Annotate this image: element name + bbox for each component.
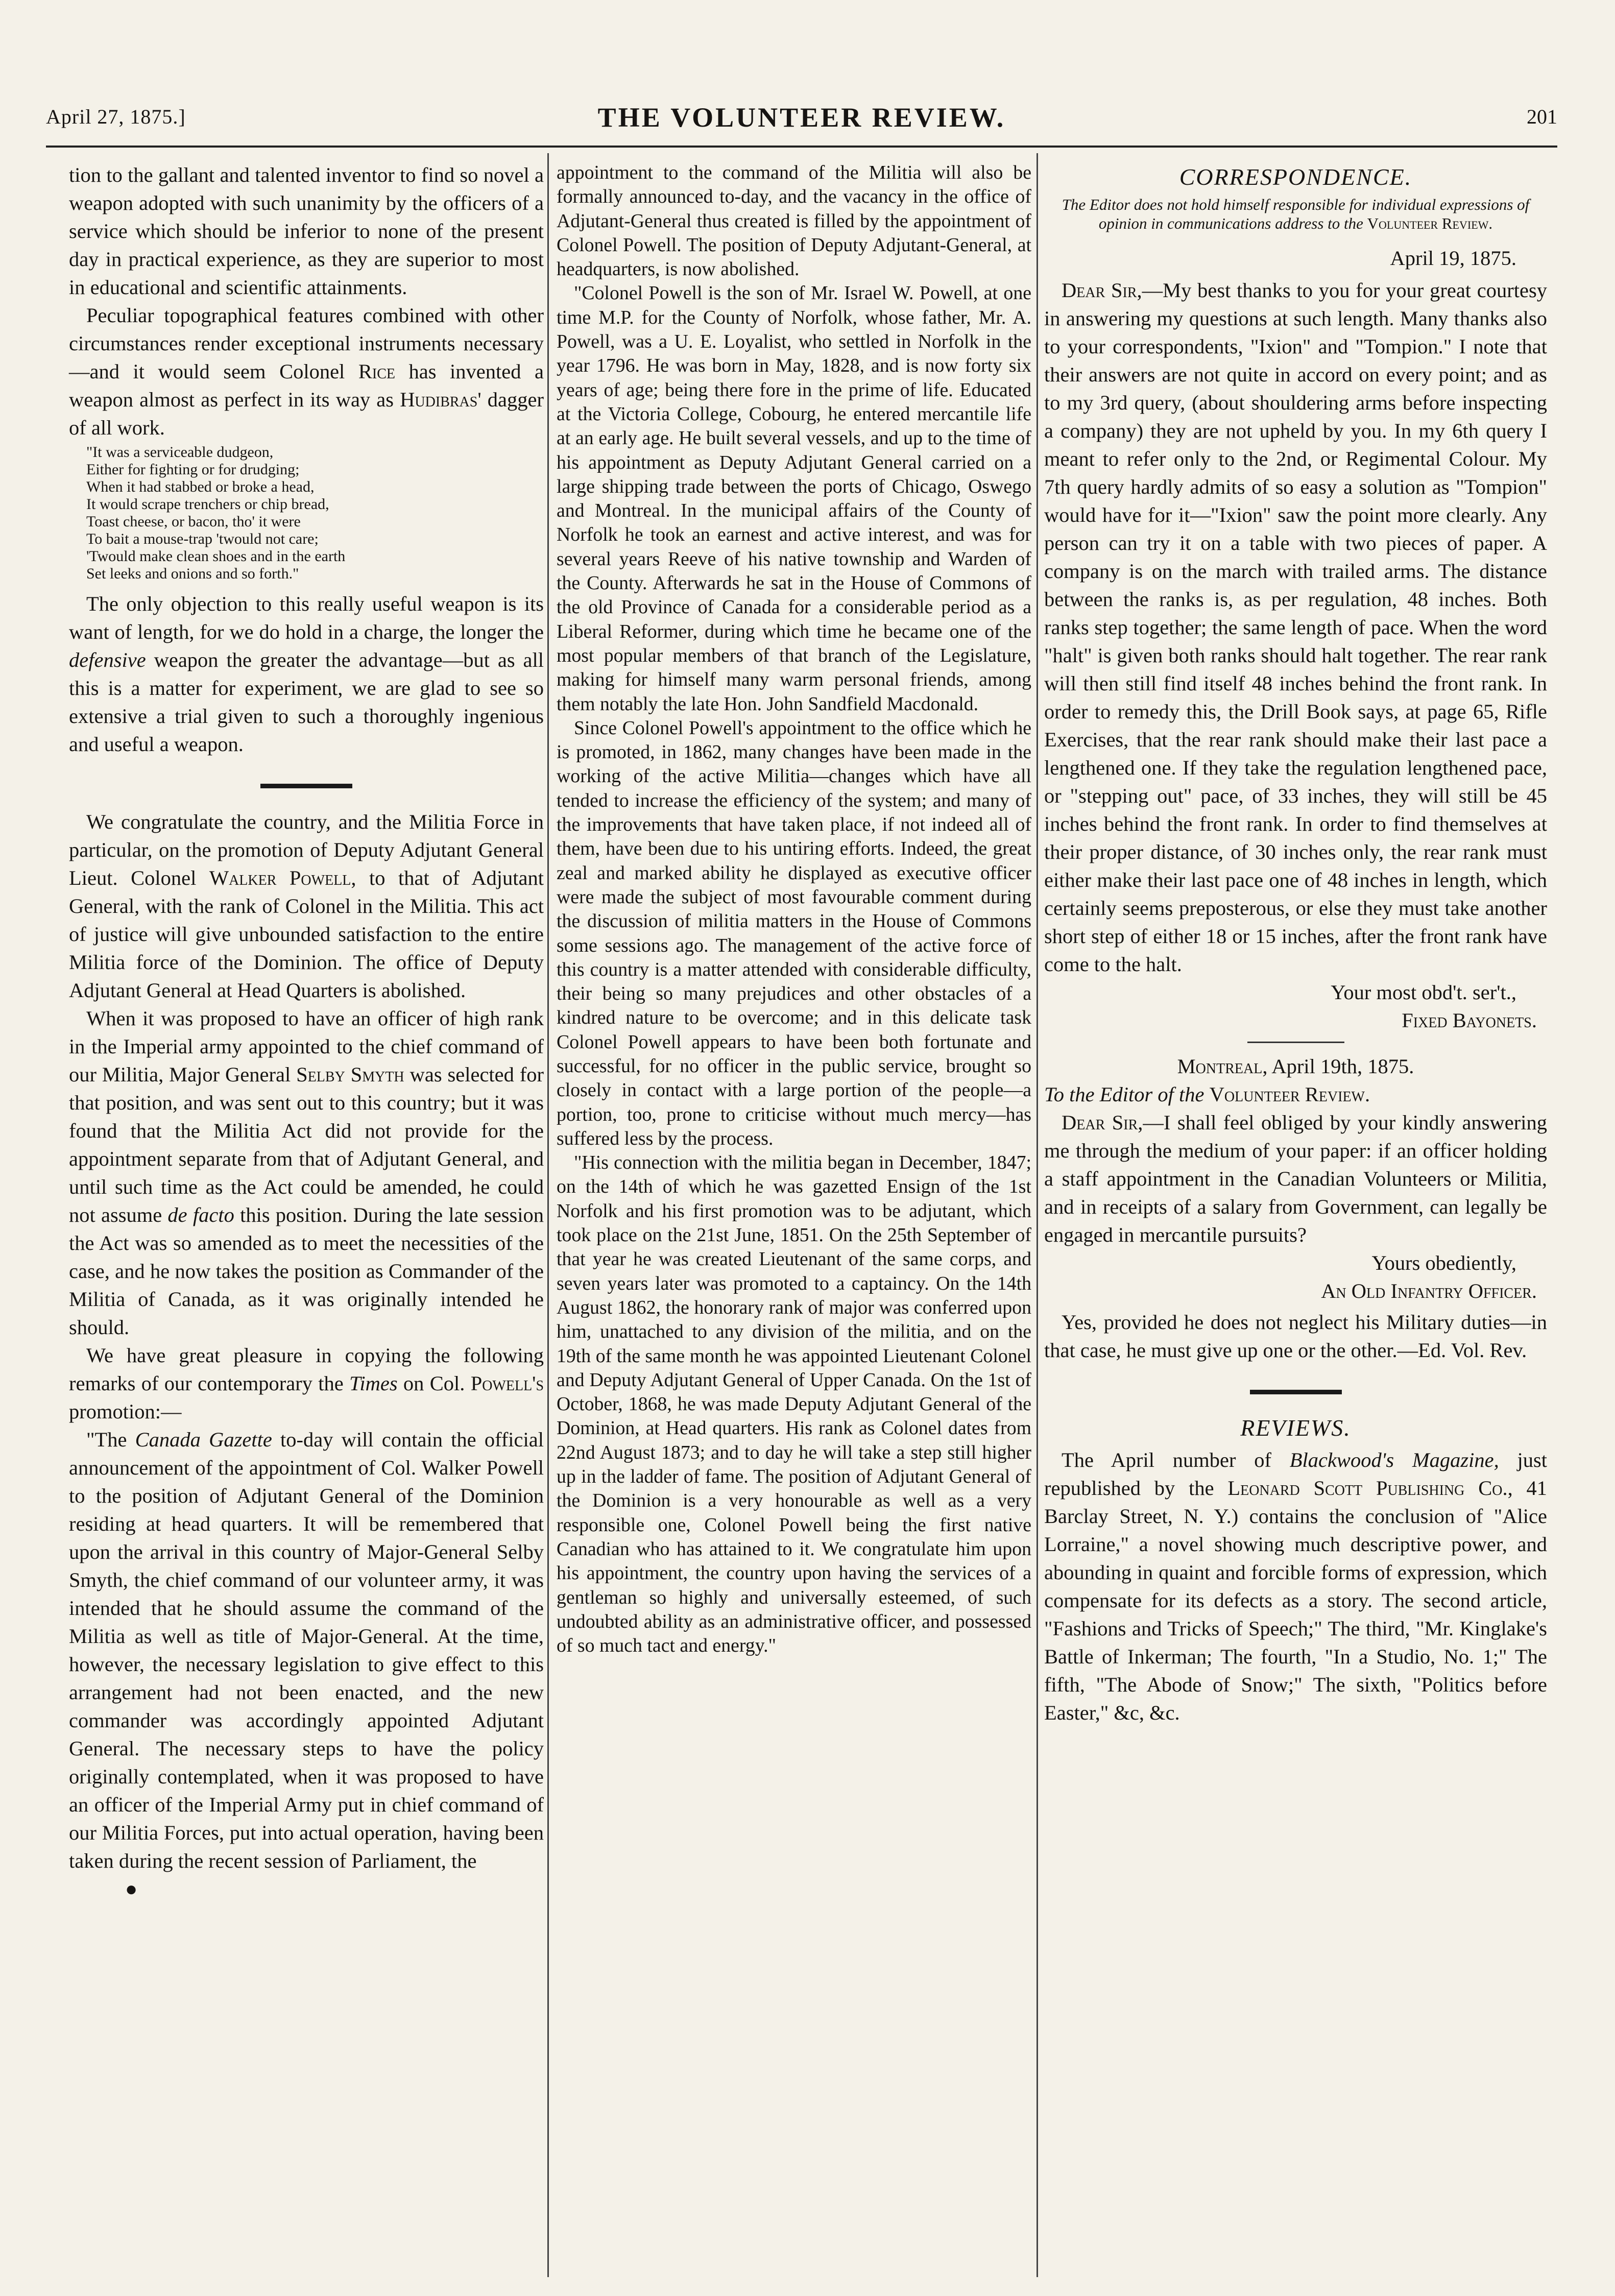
letter-closing: Yours obediently, (1371, 1251, 1516, 1274)
text-run: 41 Barclay Street, N. Y.) contains the conclusion of "Alice Lorraine," a novel showing much descriptive power, and abounding in quaint and forcible forms of expression, which compensate for its defects as a story. The second article, "Fashions and Tricks of Speech;" The third, "Mr. Kinglake's Battle of Inkerman; The fourth, "In a Studio, No. 1;" The fifth, "The Abode of Snow;" The sixth, "Politics before Easter," &c, &c. (1044, 1477, 1548, 1724)
text-run: promotion:— (69, 1400, 182, 1423)
paragraph (69, 301, 544, 442)
poem-line: 'Twould make clean shoes and in the earth (86, 548, 346, 565)
publication-name: Volunteer Review. (1209, 1083, 1370, 1106)
letter-closing: Your most obd't. ser't., (1331, 981, 1516, 1004)
person-name: Walker Powell (209, 866, 351, 889)
place-name: Montreal, (1177, 1055, 1268, 1078)
column-divider (1037, 153, 1038, 2277)
text-run: We congratulate the country, and the Militia Force in particular, on the promotion of Deputy Adjutant General Lieut. Colonel (69, 810, 544, 889)
paragraph: "His connection with the militia began in December, 1847; on the 14th of which he was gazetted Ensign of the 1st Norfolk and his first promotion was to be adjutant, which took place on the 21st June, 1851. On the 25th September of that year he was created Lieutenant of the same corps, and seven years later was promoted to a captaincy. On the 14th August 1862, the honorary rank of major was conferred upon him, unattached to any division of the militia, and on the 19th of the same month he was appointed Lieutenant Colonel and Deputy Adjutant General of Upper Canada. On the 1st of October, 1868, he was made Deputy Adjutant General of the Dominion, at Head quarters. His rank as Colonel dates from 22nd August 1873; and to day he will take a step still higher up in the ladder of fame. The position of Adjutant General of the Dominion is a very honourable as well as a very responsible one, Colonel Powell being the first native Canadian who has attained to it. We congratulate him upon his appointment, the country upon having the services of a gentleman so highly and universally esteemed, of such undoubted ability as an administrative officer, and possessed of so much tact and energy." (557, 1152, 1031, 1657)
text-run: The April number of (1062, 1448, 1271, 1471)
person-name: Rice (358, 360, 395, 383)
section-separator (69, 767, 544, 795)
column-3 (1044, 161, 1547, 1727)
letter-body (1044, 276, 1547, 978)
text-run: dagger of all work. (69, 388, 544, 439)
text-run: this position. During the late session the Act was so amended as to meet the necessities of the case, and he now takes the position as Commander of the Militia of Canada, as it was originally intended he should. (69, 1203, 544, 1339)
letter-address (1044, 1080, 1547, 1108)
text-run: "The (86, 1428, 127, 1451)
column-1 (69, 161, 544, 1903)
column-divider (547, 153, 549, 2277)
editor-reply: Yes, provided he does not neglect his Military duties—in that case, he must give up one or the other.—Ed. Vol. Rev. (1044, 1311, 1547, 1362)
text-run: , to that of Adjutant General, with the rank of Colonel in the Militia. This act of justice will give unbounded satisfaction to the entire Militia force of the Dominion. The office of Deputy Adjutant General at Head Quarters is abolished. (69, 866, 544, 1002)
letter-signature: Fixed Bayonets. (1402, 1009, 1537, 1032)
header-rule (46, 146, 1557, 148)
column-2 (557, 161, 1031, 1658)
poem-line: "It was a serviceable dudgeon, (86, 444, 274, 461)
issue-date: April 27, 1875.] (46, 105, 186, 128)
paragraph (69, 1004, 544, 1341)
page-header (46, 102, 1557, 140)
text-run: on Col. (403, 1372, 465, 1395)
page-number: 201 (1527, 105, 1557, 128)
poem-line: To bait a mouse-trap 'twould not care; (86, 530, 319, 547)
text-run: —I shall feel obliged by your kindly answering me through the medium of your paper: if an officer holding a staff appointment in the Canadian Volunteers or Militia, and in receipts of a salary from Government, can legally be engaged in mercantile pursuits? (1044, 1111, 1547, 1246)
poem-line: It would scrape trenchers or chip bread, (86, 496, 329, 513)
letter-date: April 19, 1875. (1390, 247, 1516, 270)
letter-body (1044, 1108, 1547, 1249)
salutation: Dear Sir, (1062, 1111, 1143, 1134)
text-run: Peculiar topographical features combined with other circumstances render exceptional instruments necessary—and it would seem Colonel (69, 304, 544, 383)
text-run: —My best thanks to you for your great courtesy in answering my questions at such length. Many thanks also to your correspondents, "Ixion" and "Tompion." I note that their answers are not quite in accord on every point; and as to my 3rd query, (about shouldering arms before inspecting a company) they are not upheld by you. In my 6th query I meant to refer only to the 2nd, or Regimental Colour. My 7th query hardly admits of so easy a solution as "Tompion" would have for it—"Ixion" saw the point more clearly. Any person can try it on a table with two pieces of paper. A company is on the march with trailed arms. The distance between the ranks is, as per regulation, 48 inches. Both ranks step together; the same length of pace. When the word "halt" is given both ranks should halt together. The rear rank will then still find itself 48 inches behind the front rank. In order to remedy this, the Drill Book says, at page 65, Rifle Exercises, that the rear rank should make their last pace a lengthened one. If they take the regulation lengthened pace, or "stepping out" pace, of 33 inches, they will still be 45 inches behind the front rank. In order to find themselves at their proper distance, of 30 inches only, the rear rank must either make their last pace one of 48 inches in length, which certainly seems preposterous, or else they must take another short step of either 18 or 15 inches, after the front rank have come to the halt. (1044, 279, 1547, 976)
poem-line: Either for fighting or for drudging; (86, 461, 300, 478)
publication-title: THE VOLUNTEER REVIEW. (597, 102, 1006, 133)
person-name: Selby Smyth (296, 1063, 404, 1086)
emphasis: Times (349, 1372, 398, 1395)
editor-disclaimer (1059, 195, 1532, 233)
salutation: Dear Sir, (1062, 279, 1142, 302)
text-run: weapon the greater the advantage—but as all this is a matter for experiment, we are glad to see so extensive a trial given to such a thoroughly ingenious and useful a weapon. (69, 648, 544, 756)
paragraph (69, 1341, 544, 1425)
poem-line: Toast cheese, or bacon, tho' it were (86, 513, 301, 530)
person-name: Hudibras' (400, 388, 481, 411)
divider (1247, 1042, 1344, 1043)
review-paragraph (1044, 1446, 1547, 1727)
text-run: When it was proposed to have an officer of high rank in the Imperial army appointed to the chief command of our Militia, Major General (69, 1007, 544, 1086)
text-run: to-day will contain the official announcement of the appointment of Col. Walker Powell to the position of Adjutant General of the Dominion residing at head quarters. It will be remembered that upon the arrival in this country of Major-General Selby Smyth, the chief command of our volunteer army, it was intended that he should assume the command of the Militia as well as title of Major-General. At the time, however, the necessary legislation to give effect to this arrangement had not been enacted, and the new commander was accordingly appointed Adjutant General. The necessary steps to have the policy originally contemplated, when it was proposed to have an officer of the Imperial Army put in chief command of our Militia Forces, put into actual operation, having been taken during the recent session of Parliament, the (69, 1428, 544, 1872)
emphasis: Canada Gazette (135, 1428, 272, 1451)
poem-line: Set leeks and onions and so forth." (86, 565, 299, 582)
paragraph (69, 1425, 544, 1875)
text-run: just republished by the (1044, 1448, 1548, 1500)
poem-line: When it had stabbed or broke a head, (86, 478, 315, 495)
magazine-title: Blackwood's Magazine, (1289, 1448, 1499, 1471)
bullet-mark: ● (125, 1877, 138, 1900)
text-run: We have great pleasure in copying the following remarks of our contemporary the (69, 1344, 544, 1395)
paragraph: appointment to the command of the Militia will also be formally announced to-day, and the vacancy in the office of Adjutant-General thus created is filled by the appointment of Colonel Powell. The position of Deputy Adjutant-General, at headquarters, is now abolished. (557, 162, 1031, 280)
letter-date: April 19th, 1875. (1271, 1055, 1414, 1078)
paragraph: Since Colonel Powell's appointment to the office which he is promoted, in 1862, many changes have been made in the working of the active Militia—changes which have all tended to increase the efficiency of the system; and many of the improvements that have taken place, if not indeed all of them, have been due to his untiring efforts. Indeed, the great zeal and marked ability he displayed as executive officer were made the subject of most favourable comment during the discussion of militia matters in the House of Commons some sessions ago. The management of the active force of this country is a matter attended with considerable difficulty, their being so many prejudices and other obstacles of a kindred nature to be overcome; and in this delicate task Colonel Powell appears to have been both fortunate and successful, for no officer in the public service, brought so closely in contact with a large portion of the people—a portion, too, prone to criticise without much mercy—has suffered less by the process. (557, 717, 1031, 1149)
publication-name: Volunteer Review. (1367, 214, 1493, 232)
paragraph: "Colonel Powell is the son of Mr. Israel W. Powell, at one time M.P. for the County of Norfolk, whose father, Mr. A. Powell, was a U. E. Loyalist, who settled in Norfolk in the year 1796. He was born in May, 1828, and is now forty six years of age; being there fore in the prime of life. Educated at the Victoria College, Cobourg, he entered mercantile life at an early age. He built several vessels, and up to the time of his appointment as Deputy Adjutant General carried on a large shipping trade between the ports of Chicago, Oswego and Montreal. In the municipal affairs of the County of Norfolk he took an earnest and active interest, and was for several years Reeve of his native township and Warden of the County. Afterwards he sat in the House of Commons of the old Province of Canada for a considerable period as a Liberal Reformer, during which time he became one of the most popular members of that branch of the Legislature, making for himself many warm personal friends, among them notably the late Hon. John Sandfield Macdonald. (557, 282, 1031, 715)
person-name: Powell's (470, 1372, 544, 1395)
letter-signature: An Old Infantry Officer. (1321, 1279, 1537, 1302)
paragraph: tion to the gallant and talented inventor to find so novel a weapon adopted with such unanimity by the officers of a service which should be inferior to none of the present day in practical experience, as they are superior to most in educational and scientific attainments. (69, 163, 544, 299)
publisher-name: Leonard Scott Publishing Co., (1227, 1477, 1513, 1500)
emphasis: de facto (167, 1203, 234, 1226)
section-heading-reviews: REVIEWS. (1240, 1415, 1351, 1441)
section-separator (1044, 1373, 1547, 1401)
text-run: was selected for that position, and was sent out to this country; but it was found that the Militia Act did not provide for the appointment separate from that of Adjutant General, and until such time as the Act could be amended, he could not assume (69, 1063, 544, 1226)
text-run: The only objection to this really useful weapon is its want of length, for we do hold in a charge, the longer the (69, 592, 544, 643)
text-run: The Editor does not hold himself responsible for individual expressions of opinion in communications address to the (1062, 196, 1530, 232)
poem-quote (86, 444, 544, 583)
paragraph (69, 590, 544, 758)
letter-dateline (1044, 1052, 1547, 1080)
section-heading-correspondence: CORRESPONDENCE. (1179, 164, 1412, 190)
address-line: To the Editor of the (1044, 1083, 1204, 1106)
text-run: has invented a weapon almost as perfect in its way as (69, 360, 544, 411)
emphasis: defensive (69, 648, 146, 671)
paragraph (69, 808, 544, 1004)
